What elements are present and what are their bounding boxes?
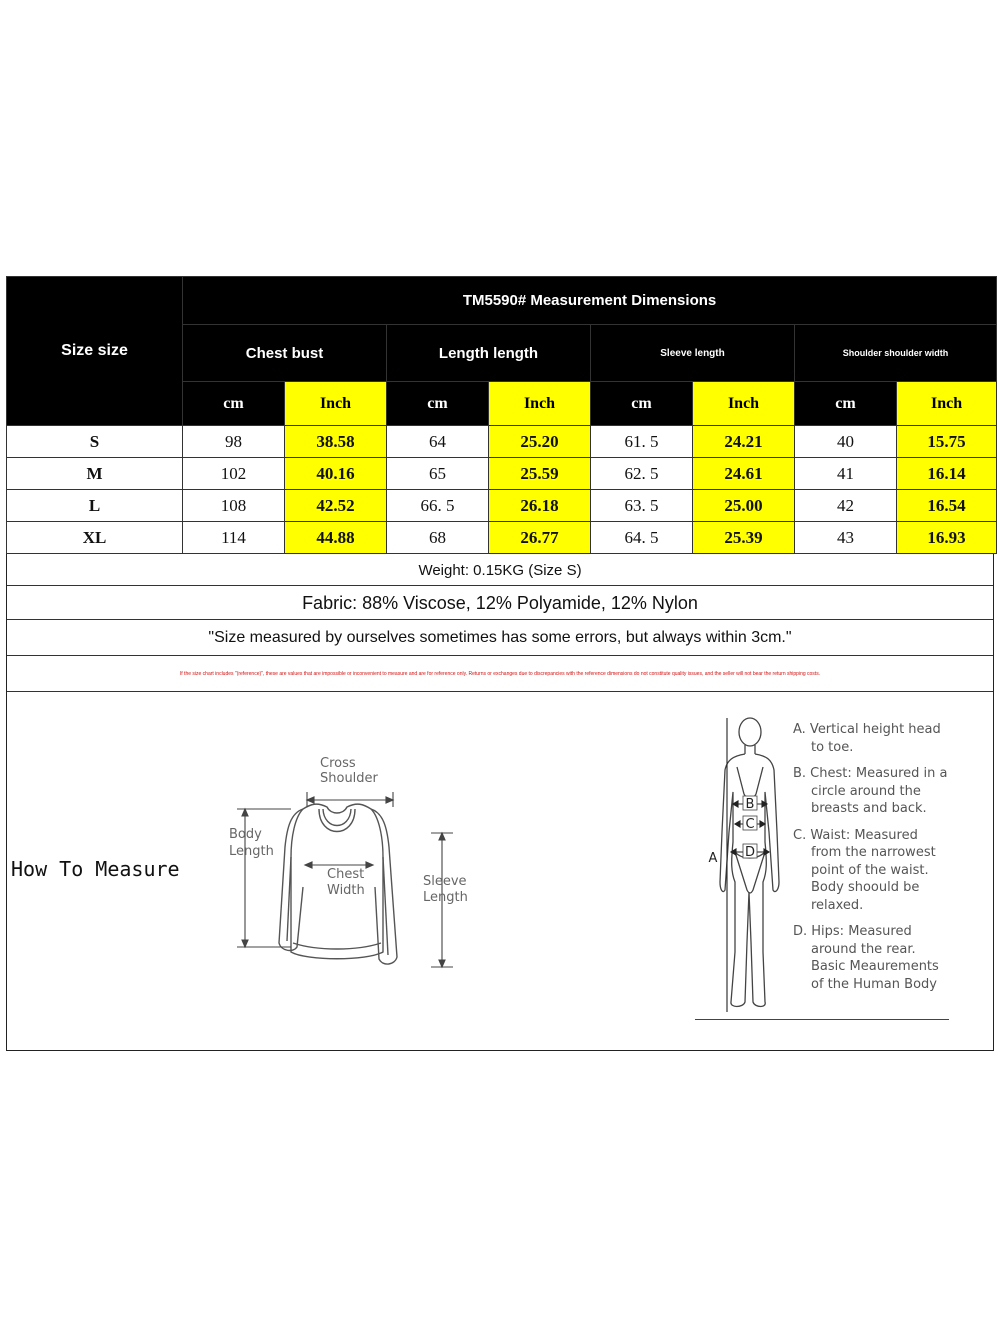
legend-item [793,827,963,915]
value-cell: 42 [795,490,897,522]
legend-head: C. Waist: Measured [793,827,918,843]
value-cell: 25.39 [693,522,795,554]
garment-diagram [207,747,487,977]
label-chest-width: Width [327,883,365,898]
value-cell: 40 [795,426,897,458]
value-cell: 24.21 [693,426,795,458]
value-cell: 16.93 [897,522,997,554]
legend-item [793,923,963,993]
fabric-note: Fabric: 88% Viscose, 12% Polyamide, 12% Nylon [7,586,993,620]
value-cell: 63. 5 [591,490,693,522]
legend-item [793,765,963,818]
group-chest: Chest bust [183,325,387,382]
unit-inch: Inch [285,382,387,426]
unit-cm: cm [183,382,285,426]
legend-line: circle around the [811,783,921,799]
value-cell: 40.16 [285,458,387,490]
value-cell: 64 [387,426,489,458]
group-shoulder: Shoulder shoulder width [795,325,997,382]
disclaimer-note: "Size measured by ourselves sometimes has some errors, but always within 3cm." [7,620,993,656]
value-cell: 62. 5 [591,458,693,490]
letter-b: B [745,797,755,812]
how-to-measure-title: How To Measure [11,857,180,881]
unit-inch: Inch [489,382,591,426]
label-shoulder: Shoulder [320,771,378,786]
size-chart [6,276,994,1051]
letter-d: D [744,845,756,860]
value-cell: 25.59 [489,458,591,490]
unit-cm: cm [387,382,489,426]
legend-line: to toe. [811,739,854,755]
value-cell: 65 [387,458,489,490]
legend-line: of the Human Body [811,976,937,992]
size-cell: XL [7,522,183,554]
reference-note: If the size chart includes "(reference)", these are values that are impossible or inconvenient to measure and are for reference only. Returns or exchanges due to discrepancies with the reference dimensions do not constitute quality issues, and the seller will not bear the return shipping costs. [7,656,993,692]
measurement-legend [793,721,963,1002]
group-length: Length length [387,325,591,382]
value-cell: 66. 5 [387,490,489,522]
unit-inch: Inch [693,382,795,426]
label-cross: Cross [320,756,356,771]
legend-line: from the narrowest [811,845,936,860]
unit-cm: cm [591,382,693,426]
value-cell: 98 [183,426,285,458]
size-cell: M [7,458,183,490]
value-cell: 41 [795,458,897,490]
table-row [7,426,997,458]
weight-note: Weight: 0.15KG (Size S) [7,556,993,586]
value-cell: 25.20 [489,426,591,458]
value-cell: 15.75 [897,426,997,458]
table-title: TM5590# Measurement Dimensions [183,277,997,325]
label-chest: Chest [327,867,365,882]
legend-head: A. Vertical height head [793,722,941,737]
size-cell: L [7,490,183,522]
legend-line: point of the waist. [811,862,929,878]
value-cell: 114 [183,522,285,554]
label-body-length: Length [229,844,274,859]
value-cell: 26.18 [489,490,591,522]
table-row [7,522,997,554]
size-table [6,276,997,554]
value-cell: 44.88 [285,522,387,554]
value-cell: 25.00 [693,490,795,522]
label-sleeve: Sleeve [423,874,467,889]
value-cell: 64. 5 [591,522,693,554]
value-cell: 61. 5 [591,426,693,458]
value-cell: 16.54 [897,490,997,522]
unit-inch: Inch [897,382,997,426]
value-cell: 16.14 [897,458,997,490]
legend-line: Body shoould be [811,880,920,895]
value-cell: 68 [387,522,489,554]
value-cell: 108 [183,490,285,522]
letter-a: A [708,851,718,866]
table-row [7,490,997,522]
value-cell: 102 [183,458,285,490]
group-sleeve: Sleeve length [591,325,795,382]
value-cell: 26.77 [489,522,591,554]
legend-line: around the rear. [811,941,916,957]
value-cell: 43 [795,522,897,554]
body-figure-diagram [697,712,797,1022]
value-cell: 38.58 [285,426,387,458]
table-row [7,458,997,490]
legend-line: Basic Meaurements [811,959,939,974]
value-cell: 24.61 [693,458,795,490]
unit-cm: cm [795,382,897,426]
legend-line: relaxed. [811,897,864,913]
label-body: Body [229,827,262,842]
value-cell: 42.52 [285,490,387,522]
legend-item [793,721,963,756]
size-header: Size size [7,277,183,426]
label-sleeve-length: Length [423,890,468,905]
letter-c: C [745,817,755,832]
size-cell: S [7,426,183,458]
legend-underline [695,1019,949,1020]
legend-head: D. Hips: Measured [793,924,912,939]
legend-head: B. Chest: Measured in a [793,766,948,781]
legend-line: breasts and back. [811,801,927,816]
